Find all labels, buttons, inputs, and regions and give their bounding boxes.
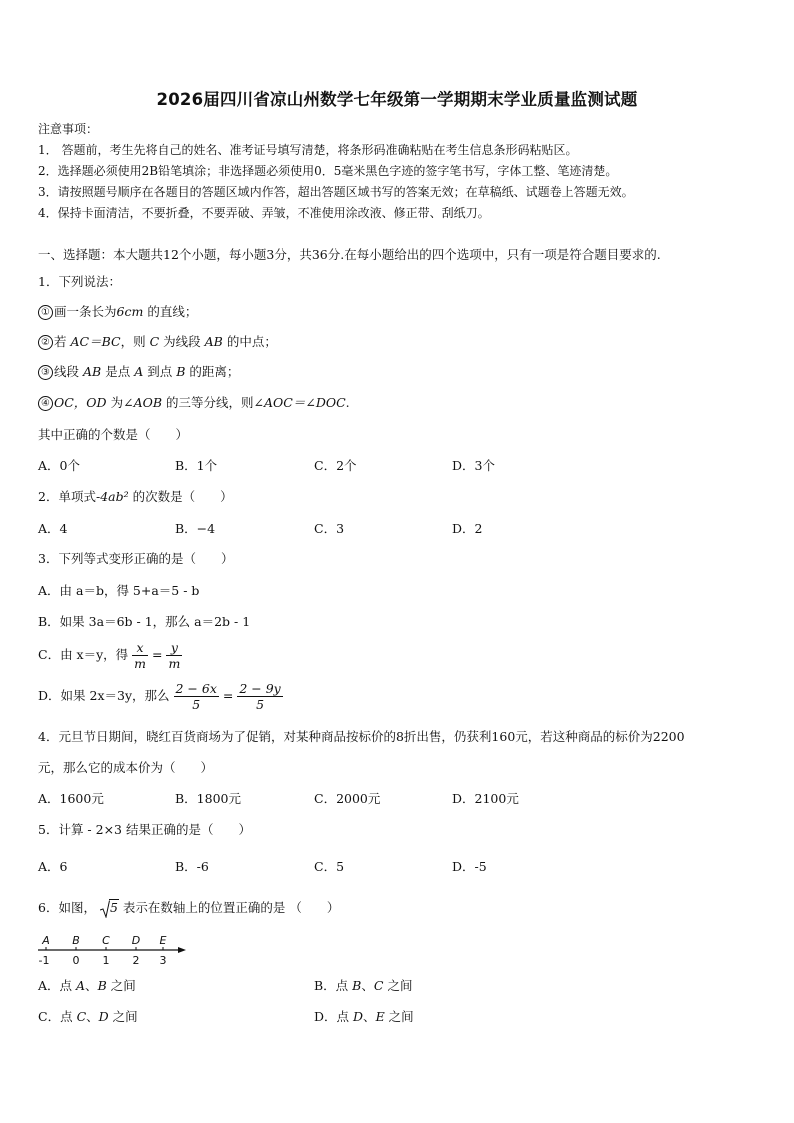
math: B [176, 364, 186, 379]
numerator: 2 − 6x [175, 681, 217, 696]
option-c: C．5 [314, 859, 345, 874]
option-c: C．3 [314, 521, 345, 536]
notice-item: 1． 答题前，考生先将自己的姓名、准考证号填写清楚，将条形码准确粘贴在考生信息条形码粘贴区。 [38, 143, 578, 157]
option-c [38, 640, 182, 671]
q5-stem: 5．计算 - 2×3 结果正确的是（ ） [38, 822, 251, 837]
q1-statement-2 [38, 334, 277, 350]
axis-letter: A [42, 934, 50, 947]
math: A [134, 364, 144, 379]
math: A [76, 978, 86, 993]
option-b: B．-6 [175, 859, 209, 874]
equals: = [151, 647, 163, 662]
option-b: B．−4 [175, 521, 216, 536]
option-c [38, 1009, 138, 1024]
text: 的直线； [147, 304, 198, 319]
notice-item: 4．保持卡面清洁，不要折叠，不要弄破、弄皱，不准使用涂改液、修正带、刮纸刀。 [38, 206, 490, 220]
axis-letter: B [72, 934, 80, 947]
math: 6cm [116, 304, 144, 319]
math: B [97, 978, 107, 993]
fraction [166, 640, 182, 671]
text: C．点 [38, 1009, 73, 1024]
option-d [38, 681, 283, 712]
option-b [314, 978, 412, 993]
math: ∠AOB [123, 395, 163, 410]
text: 表示在数轴上的位置正确的是 （ ） [122, 900, 340, 915]
denominator: m [134, 656, 146, 671]
circled-number: ① [38, 305, 53, 320]
option-a: A．6 [38, 859, 68, 874]
math: AC＝BC [70, 334, 121, 349]
math: E [375, 1009, 385, 1024]
text: 、 [361, 978, 374, 993]
text: 到点 [147, 364, 173, 379]
option-d: D．3个 [452, 458, 495, 473]
denominator: 5 [192, 697, 201, 712]
text: 之间 [110, 978, 136, 993]
q6-stem [38, 900, 339, 915]
notice-item: 2．选择题必须使用2B铅笔填涂；非选择题必须使用0．5毫米黑色字迹的签字笔书写，字体工整、笔迹清楚。 [38, 164, 618, 178]
text: 为线段 [163, 334, 201, 349]
text: C．由 x＝y，得 [38, 647, 129, 662]
text: B．点 [314, 978, 349, 993]
option-d: D．2 [452, 521, 483, 536]
axis-arrow-icon [178, 947, 186, 953]
section-heading: 一、选择题：本大题共12个小题，每小题3分，共36分.在每小题给出的四个选项中，只有一项是符合题目要求的. [38, 247, 661, 262]
text: 线段 [54, 364, 80, 379]
axis-letter: D [131, 934, 141, 947]
axis-number: 2 [132, 954, 140, 967]
radicand: 5 [109, 900, 118, 915]
square-root [100, 900, 119, 915]
text: 之间 [388, 1009, 414, 1024]
math: D [98, 1009, 109, 1024]
q2-stem [38, 489, 233, 504]
text: 、 [363, 1009, 376, 1024]
text: 为 [110, 395, 124, 410]
text: ，则 [120, 334, 146, 349]
math: AB [83, 364, 102, 379]
axis-letter: C [102, 934, 110, 947]
math: ∠AOC＝∠DOC [253, 395, 346, 410]
q4-stem-line2: 元，那么它的成本价为（ ） [38, 760, 214, 775]
text: 画一条长为 [54, 304, 117, 319]
math: C [373, 978, 384, 993]
notice-heading: 注意事项： [38, 122, 99, 136]
numerator: x [132, 640, 148, 656]
text: A．点 [38, 978, 73, 993]
axis-number: -1 [38, 954, 50, 967]
math: B [352, 978, 362, 993]
option-d [314, 1009, 414, 1024]
axis-number: 1 [102, 954, 110, 967]
text: . [345, 395, 350, 410]
number-line-figure [34, 930, 194, 970]
text: 的中点； [226, 334, 277, 349]
option-d: D．-5 [452, 859, 487, 874]
text: 、 [86, 1009, 99, 1024]
text: 之间 [112, 1009, 138, 1024]
text: 的距离； [189, 364, 240, 379]
option-a: A．1600元 [38, 791, 104, 806]
option-b: B．如果 3a＝6b - 1，那么 a＝2b - 1 [38, 614, 251, 629]
option-b: B．1800元 [175, 791, 241, 806]
option-d: D．2100元 [452, 791, 519, 806]
math: AB [204, 334, 223, 349]
text: 的三等分线，则 [166, 395, 254, 410]
option-a: A．4 [38, 521, 68, 536]
math: 4ab² [100, 489, 129, 504]
text: 、 [85, 978, 98, 993]
option-a: A．0个 [38, 458, 80, 473]
text: 之间 [387, 978, 413, 993]
axis-number: 3 [159, 954, 167, 967]
q1-question: 其中正确的个数是（ ） [38, 427, 189, 442]
text: 2．单项式- [38, 489, 101, 504]
denominator: 5 [256, 697, 265, 712]
q1-stem: 1．下列说法： [38, 274, 121, 289]
option-a [38, 978, 136, 993]
notice-item: 3．请按照题号顺序在各题目的答题区域内作答，超出答题区域书写的答案无效；在草稿纸、试题卷上答题无效。 [38, 185, 634, 199]
option-a: A．由 a＝b，得 5+a＝5 - b [38, 583, 200, 598]
axis-letter: E [159, 934, 167, 947]
text: D．点 [314, 1009, 350, 1024]
text: 是点 [105, 364, 131, 379]
numerator: y [166, 640, 182, 656]
axis-number: 0 [72, 954, 80, 967]
circled-number: ③ [38, 365, 53, 380]
circled-number: ④ [38, 396, 53, 411]
math: D [353, 1009, 364, 1024]
q4-stem-line1: 4．元旦节日期间，晓红百货商场为了促销，对某种商品按标价的8折出售，仍获利160元，若这种商品的标价为2200 [38, 729, 685, 744]
radical-sign-icon [100, 900, 110, 918]
circled-number: ② [38, 335, 53, 350]
equals: = [222, 688, 234, 703]
math: OC，OD [54, 395, 107, 410]
q3-stem: 3．下列等式变形正确的是（ ） [38, 551, 234, 566]
q1-statement-4 [38, 395, 350, 411]
math: C [149, 334, 160, 349]
numerator: 2 − 9y [239, 681, 281, 696]
fraction [174, 681, 219, 712]
denominator: m [168, 656, 181, 671]
option-c: C．2000元 [314, 791, 381, 806]
fraction [237, 681, 282, 712]
option-b: B．1个 [175, 458, 218, 473]
page-title: 2026届四川省凉山州数学七年级第一学期期末学业质量监测试题 [156, 90, 638, 109]
fraction [132, 640, 148, 671]
text: D．如果 2x＝3y，那么 [38, 688, 170, 703]
option-c: C．2个 [314, 458, 357, 473]
text: 的次数是（ ） [132, 489, 233, 504]
math: C [76, 1009, 87, 1024]
text: 若 [54, 334, 67, 349]
q1-statement-1 [38, 304, 197, 320]
text: 6．如图， [38, 900, 96, 915]
q1-statement-3 [38, 364, 239, 380]
